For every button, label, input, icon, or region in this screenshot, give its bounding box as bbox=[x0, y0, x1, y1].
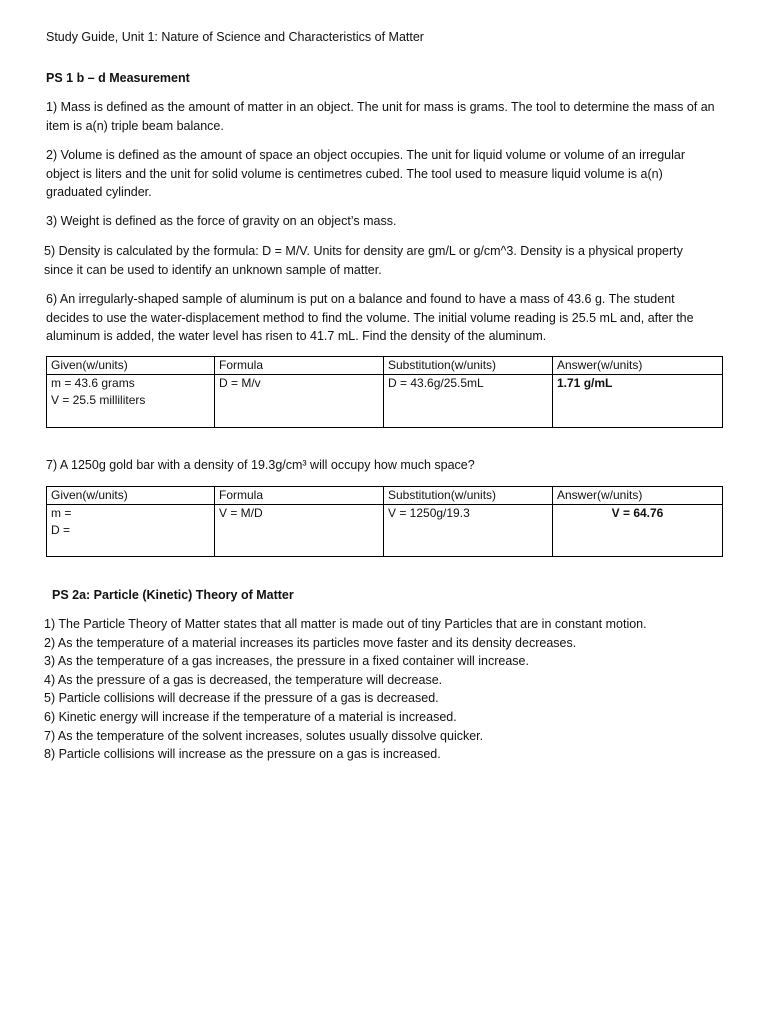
cell-answer: V = 64.76 bbox=[553, 505, 723, 557]
question-3: 3) Weight is defined as the force of gravity on an object’s mass. bbox=[46, 214, 397, 228]
table-row bbox=[47, 375, 723, 428]
header-answer: Answer(w/units) bbox=[553, 487, 723, 505]
cell-substitution: V = 1250g/19.3 bbox=[384, 505, 553, 557]
given-mass: m = bbox=[51, 506, 72, 520]
section-heading-measurement: PS 1 b – d Measurement bbox=[46, 71, 190, 85]
list-item: 4) As the pressure of a gas is decreased, the temperature will decrease. bbox=[44, 672, 443, 687]
list-item: 2) As the temperature of a material increases its particles move faster and its density decreases. bbox=[44, 635, 577, 650]
question-7: 7) A 1250g gold bar with a density of 19.3g/cm³ will occupy how much space? bbox=[46, 458, 475, 472]
question-5-line: since it can be used to identify an unknown sample of matter. bbox=[44, 262, 382, 277]
given-volume: V = 25.5 milliliters bbox=[51, 393, 146, 407]
cell-formula: V = M/D bbox=[215, 505, 384, 557]
header-formula: Formula bbox=[215, 487, 384, 505]
question-1 bbox=[46, 98, 715, 135]
question-6-line: 6) An irregularly-shaped sample of aluminum is put on a balance and found to have a mass of 43.6 g. The student bbox=[46, 292, 675, 306]
list-item: 6) Kinetic energy will increase if the temperature of a material is increased. bbox=[44, 709, 457, 724]
header-formula: Formula bbox=[215, 357, 384, 375]
list-item: 1) The Particle Theory of Matter states that all matter is made out of tiny Particles that are in constant motion. bbox=[44, 617, 647, 631]
density-table-aluminum bbox=[46, 356, 723, 428]
question-5 bbox=[44, 242, 683, 279]
table-header-row bbox=[47, 487, 723, 505]
document-title: Study Guide, Unit 1: Nature of Science and Characteristics of Matter bbox=[46, 30, 424, 44]
section-heading-particle-theory: PS 2a: Particle (Kinetic) Theory of Matter bbox=[52, 588, 294, 602]
header-substitution: Substitution(w/units) bbox=[384, 357, 553, 375]
cell-answer: 1.71 g/mL bbox=[553, 375, 723, 428]
table-header-row bbox=[47, 357, 723, 375]
density-table-gold bbox=[46, 486, 723, 557]
question-1-line: 1) Mass is defined as the amount of matter in an object. The unit for mass is grams. The tool to determine the mass of an bbox=[46, 100, 715, 114]
given-density: D = bbox=[51, 523, 71, 537]
header-substitution: Substitution(w/units) bbox=[384, 487, 553, 505]
cell-given bbox=[47, 375, 215, 428]
cell-given bbox=[47, 505, 215, 557]
question-2-line: graduated cylinder. bbox=[46, 185, 152, 200]
question-6 bbox=[46, 290, 694, 346]
table-row bbox=[47, 505, 723, 557]
header-answer: Answer(w/units) bbox=[553, 357, 723, 375]
header-given: Given(w/units) bbox=[47, 487, 215, 505]
cell-formula: D = M/v bbox=[215, 375, 384, 428]
question-2-line: object is liters and the unit for solid volume is centimetres cubed. The tool used to measure liquid volume is a(n) bbox=[46, 166, 663, 181]
question-6-line: decides to use the water-displacement method to find the volume. The initial volume reading is 25.5 mL and, after the bbox=[46, 310, 694, 325]
list-item: 8) Particle collisions will increase as the pressure on a gas is increased. bbox=[44, 747, 441, 762]
list-item: 3) As the temperature of a gas increases, the pressure in a fixed container will increase. bbox=[44, 654, 529, 669]
cell-substitution: D = 43.6g/25.5mL bbox=[384, 375, 553, 428]
question-2-line: 2) Volume is defined as the amount of space an object occupies. The unit for liquid volume or volume of an irregular bbox=[46, 148, 686, 162]
question-2 bbox=[46, 146, 685, 202]
list-item: 7) As the temperature of the solvent increases, solutes usually dissolve quicker. bbox=[44, 728, 484, 743]
header-given: Given(w/units) bbox=[47, 357, 215, 375]
question-6-line: aluminum is added, the water level has risen to 41.7 mL. Find the density of the aluminum. bbox=[46, 329, 547, 344]
given-mass: m = 43.6 grams bbox=[51, 376, 135, 390]
question-5-line: 5) Density is calculated by the formula: D = M/V. Units for density are gm/L or g/cm^3. Density is a physical property bbox=[44, 244, 683, 258]
list-item: 5) Particle collisions will decrease if the pressure of a gas is decreased. bbox=[44, 691, 439, 706]
question-1-line: item is a(n) triple beam balance. bbox=[46, 118, 224, 133]
particle-theory-list bbox=[44, 615, 647, 764]
